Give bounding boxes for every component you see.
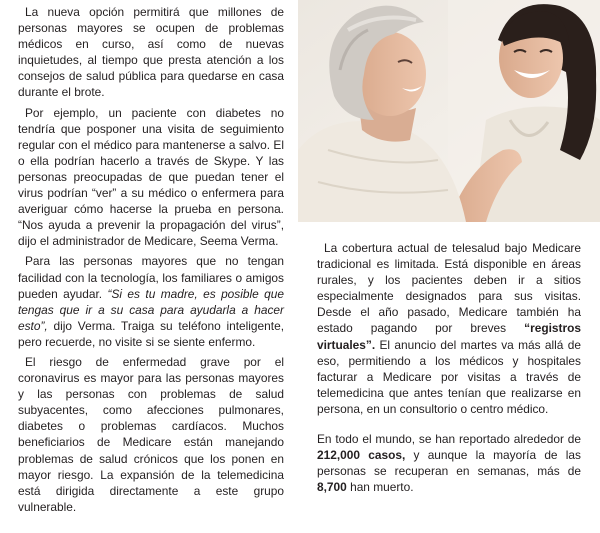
paragraph: La nueva opción permitirá que millones de personas mayores se ocupen de problemas médicos en curso, así como de nuevas inquietudes, al tiempo que presta atención a los consejos de salud pública para quedarse en casa durante el brote. xyxy=(18,5,284,100)
paragraph: El riesgo de enfermedad grave por el coronavirus es mayor para las personas mayores y las personas con problemas de salud subyacentes, como afecciones pulmonares, diabetes o problemas cardíacos. Muchos beneficiarios de Medicare están manejando problemas de salud crónicos que los ponen en mayor riesgo. La expansión de la telemedicina está dirigida directamente a este grupo vulnerable. xyxy=(18,354,284,514)
paragraph-text: Para las personas mayores que no tengan facilidad con la tecnología, los familiares o amigos pueden ayudar. xyxy=(18,254,284,301)
paragraph-text: y aunque la mayoría de las personas se recuperan en semanas, más de xyxy=(317,448,581,479)
bold-highlight: “registros virtuales”. xyxy=(317,321,581,352)
quote-text: “Si es tu madre, es posible que tengas que ir a su casa para ayudarla a hacer esto”, xyxy=(18,286,284,333)
paragraph xyxy=(317,240,581,417)
bold-stat: 212,000 casos, xyxy=(317,448,406,463)
paragraph xyxy=(317,431,581,495)
left-text-column xyxy=(18,4,284,519)
right-text-column xyxy=(317,240,581,499)
paragraph-text: En todo el mundo, se han reportado alrededor de xyxy=(317,432,581,447)
photo-illustration xyxy=(298,0,600,222)
paragraph-text: La cobertura actual de telesalud bajo Medicare tradicional es limitada. Está disponible en áreas rurales, y los pacientes deben ir a sitios especialmente designados para sus visitas. Desde el año pasado, Medicare también ha estado pagando por breves xyxy=(317,241,581,336)
paragraph-text: han muerto. xyxy=(350,480,414,495)
paragraph: Por ejemplo, un paciente con diabetes no tendría que posponer una visita de seguimiento regular con el médico para mantenerse a salvo. El o ella podrían hacerlo a través de Skype. Y las personas preocupadas de que puedan tener el virus podrían “ver” a su médico o enfermera para averiguar cómo hacerse la prueba en persona. “Nos ayuda a prevenir la propagación del virus”, dijo el administrador de Medicare, Seema Verma. xyxy=(18,105,284,249)
paragraph xyxy=(18,253,284,350)
paragraph-text: dijo Verma. Traiga su teléfono inteligente, pero recuerde, no visite si se siente enfermo. xyxy=(18,318,284,349)
photo-seniors-caregiver xyxy=(298,0,600,222)
paragraph-text: El anuncio del martes va más allá de eso, permitiendo a los médicos y hospitales facturar a Medicare por visitas a través de telemedicina que antes tenían que realizarse en persona, en un consultorio o centro médico. xyxy=(317,337,581,416)
bold-stat: 8,700 xyxy=(317,480,347,495)
